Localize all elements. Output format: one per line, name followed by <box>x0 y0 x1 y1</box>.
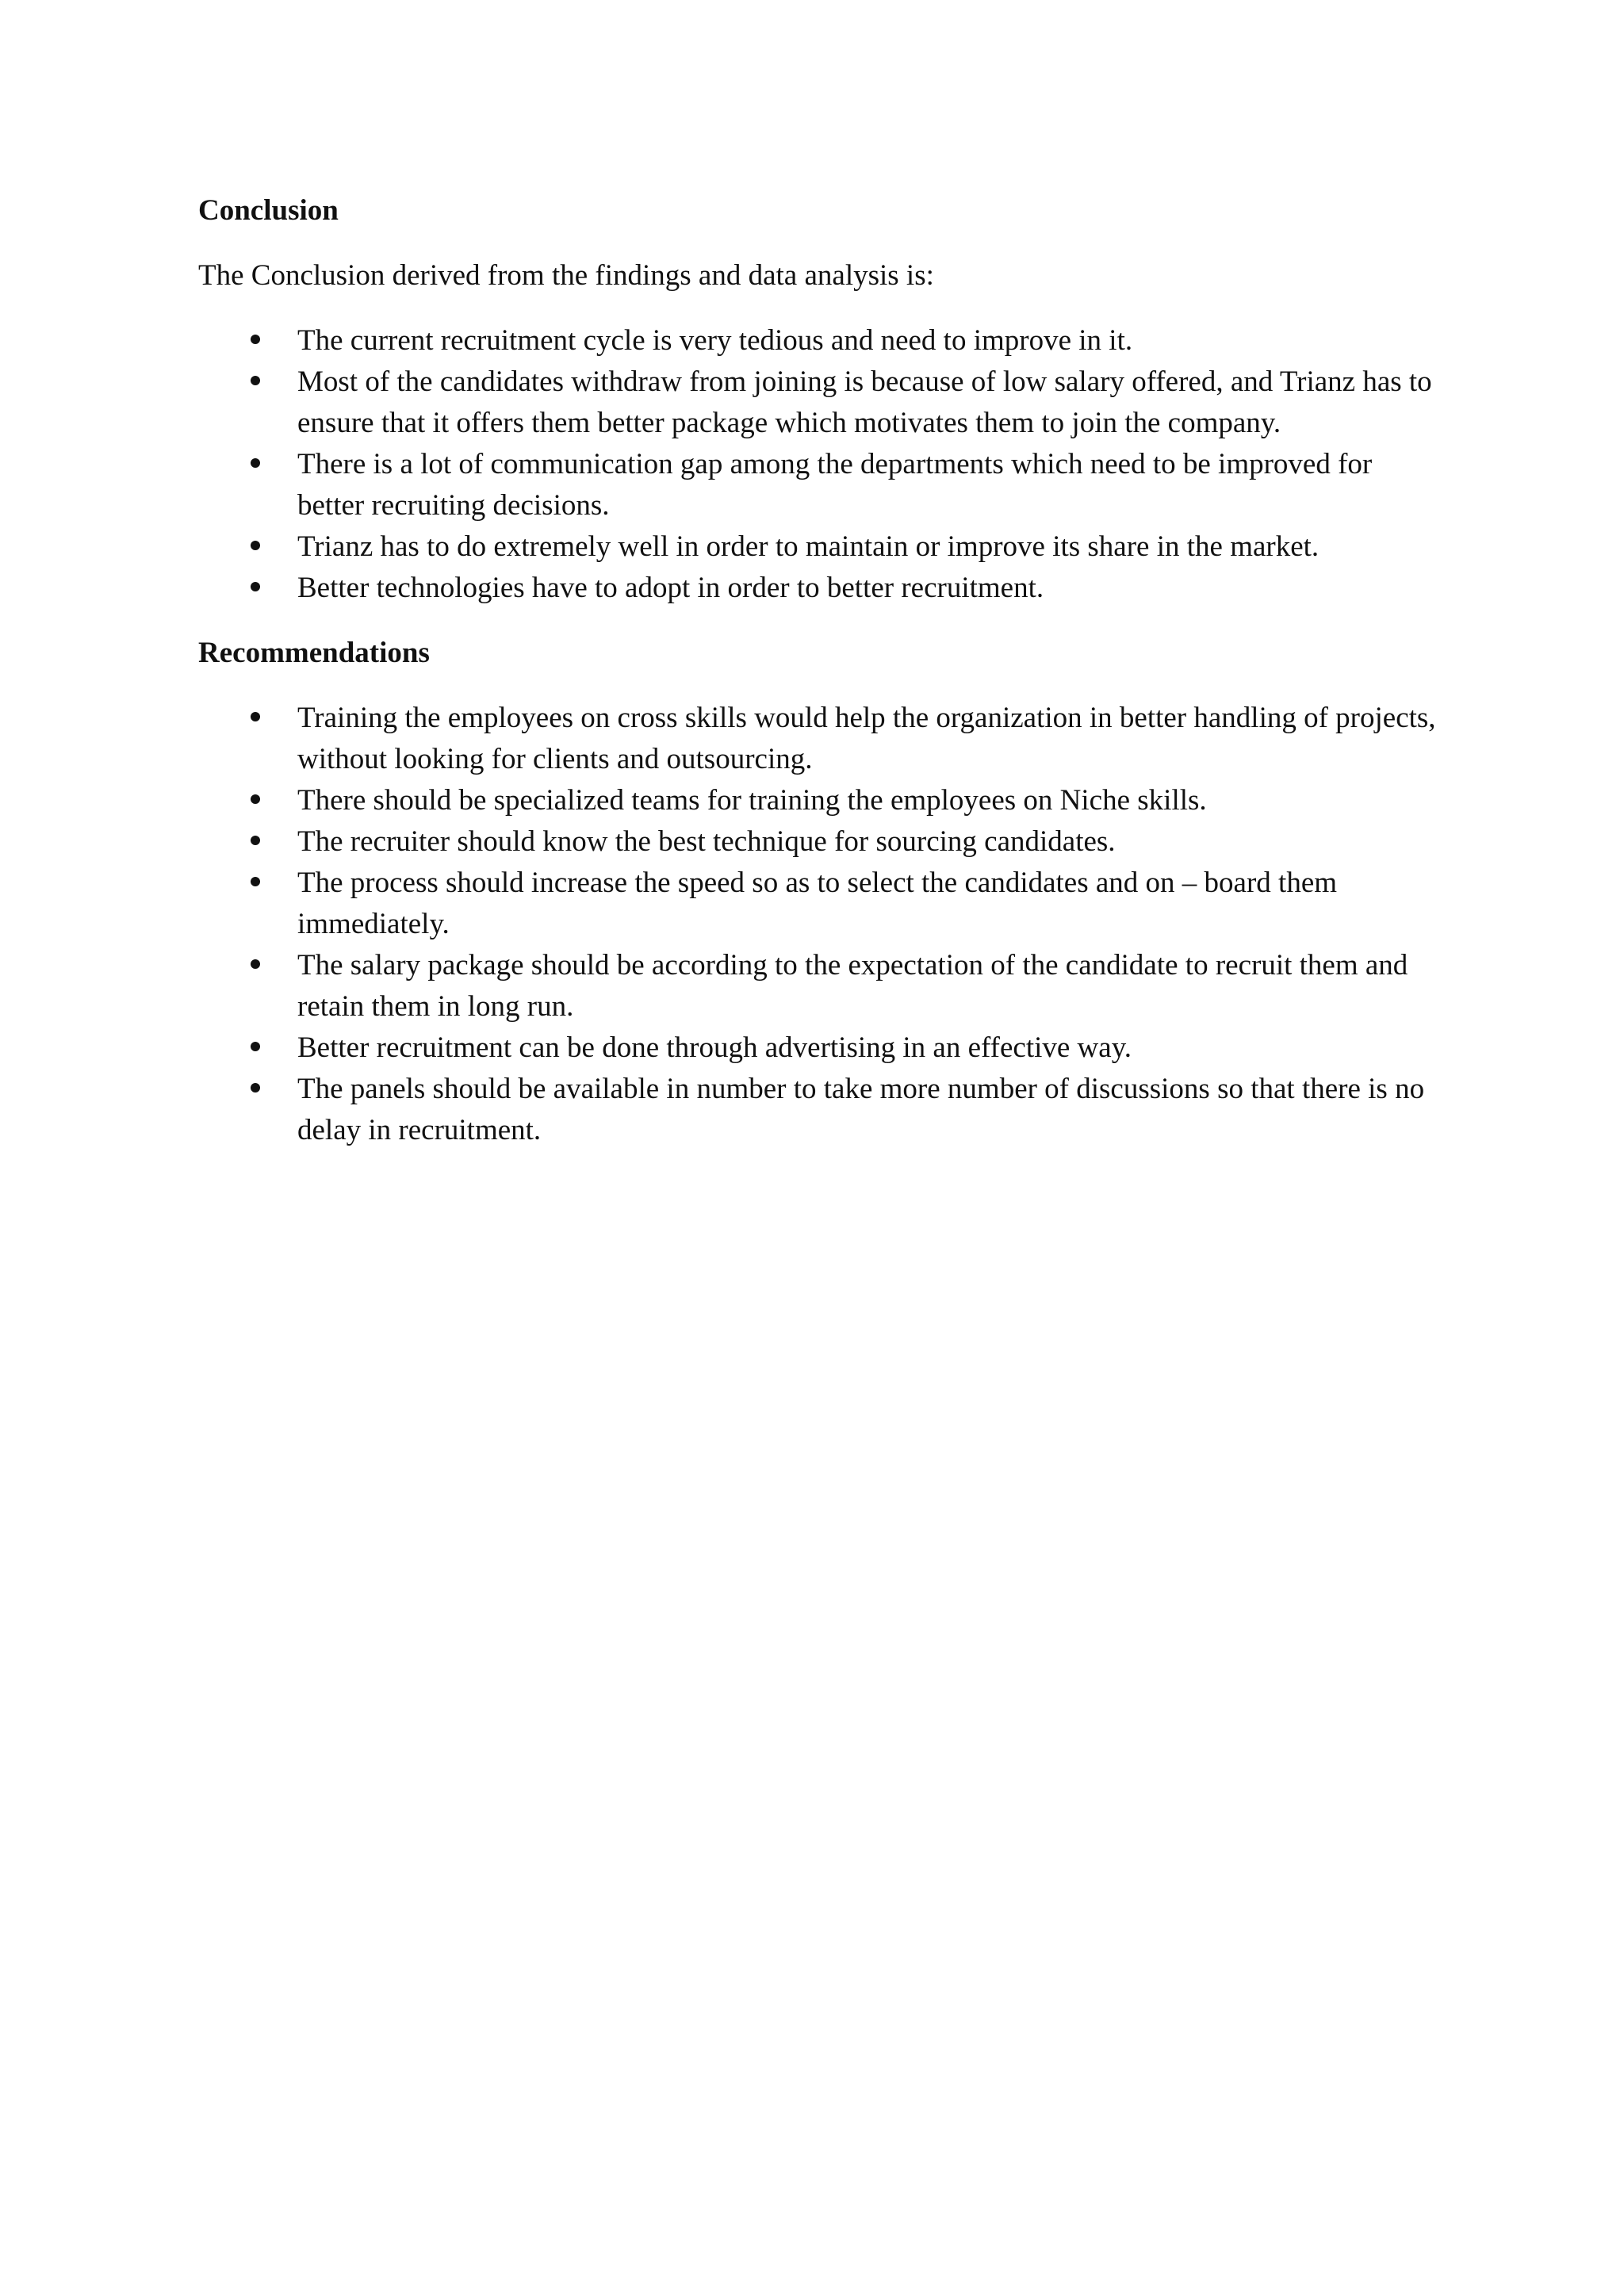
list-item <box>198 698 1443 780</box>
page-content <box>198 190 1443 1151</box>
list-item-text: The recruiter should know the best technique for sourcing candidates. <box>297 825 1116 858</box>
list-item-text: There is a lot of communication gap among the departments which need to be improved for better recruiting decisions. <box>297 448 1373 522</box>
list-item-text: Most of the candidates withdraw from joining is because of low salary offered, and Trianz has to ensure that it offers them better package which motivates them to join the company. <box>297 365 1432 439</box>
list-item-text: Better technologies have to adopt in order to better recruitment. <box>297 572 1044 604</box>
bullet-icon <box>251 335 260 344</box>
list-item <box>198 362 1443 444</box>
list-item-text: The panels should be available in number to take more number of discussions so that there is no delay in recruitment. <box>297 1073 1425 1146</box>
list-item-text: Training the employees on cross skills would help the organization in better handling of projects, without looking for clients and outsourcing. <box>297 702 1436 775</box>
bullet-icon <box>251 836 260 845</box>
list-item-text: There should be specialized teams for training the employees on Niche skills. <box>297 784 1207 817</box>
list-item <box>198 526 1443 568</box>
bullet-icon <box>251 959 260 969</box>
list-item <box>198 1069 1443 1151</box>
list-item <box>198 821 1443 863</box>
bullet-icon <box>251 1083 260 1093</box>
list-item <box>198 945 1443 1027</box>
conclusion-intro: The Conclusion derived from the findings and data analysis is: <box>198 259 934 292</box>
bullet-icon <box>251 582 260 591</box>
bullet-icon <box>251 794 260 804</box>
list-item-text: The current recruitment cycle is very tedious and need to improve in it. <box>297 324 1133 357</box>
bullet-icon <box>251 541 260 550</box>
list-item-text: The process should increase the speed so as to select the candidates and on – board them immediately. <box>297 867 1338 940</box>
list-item <box>198 444 1443 526</box>
recommendations-heading: Recommendations <box>198 637 430 669</box>
list-item <box>198 568 1443 609</box>
bullet-icon <box>251 458 260 468</box>
bullet-icon <box>251 376 260 385</box>
conclusion-list <box>198 320 1443 609</box>
recommendations-list <box>198 698 1443 1151</box>
list-item-text: Better recruitment can be done through advertising in an effective way. <box>297 1031 1132 1064</box>
list-item-text: The salary package should be according to the expectation of the candidate to recruit them and retain them in long run. <box>297 949 1408 1023</box>
list-item <box>198 320 1443 362</box>
bullet-icon <box>251 1042 260 1051</box>
bullet-icon <box>251 877 260 886</box>
list-item <box>198 780 1443 821</box>
conclusion-heading: Conclusion <box>198 194 339 227</box>
list-item-text: Trianz has to do extremely well in order to maintain or improve its share in the market. <box>297 530 1320 563</box>
list-item <box>198 1027 1443 1069</box>
bullet-icon <box>251 712 260 721</box>
list-item <box>198 863 1443 945</box>
